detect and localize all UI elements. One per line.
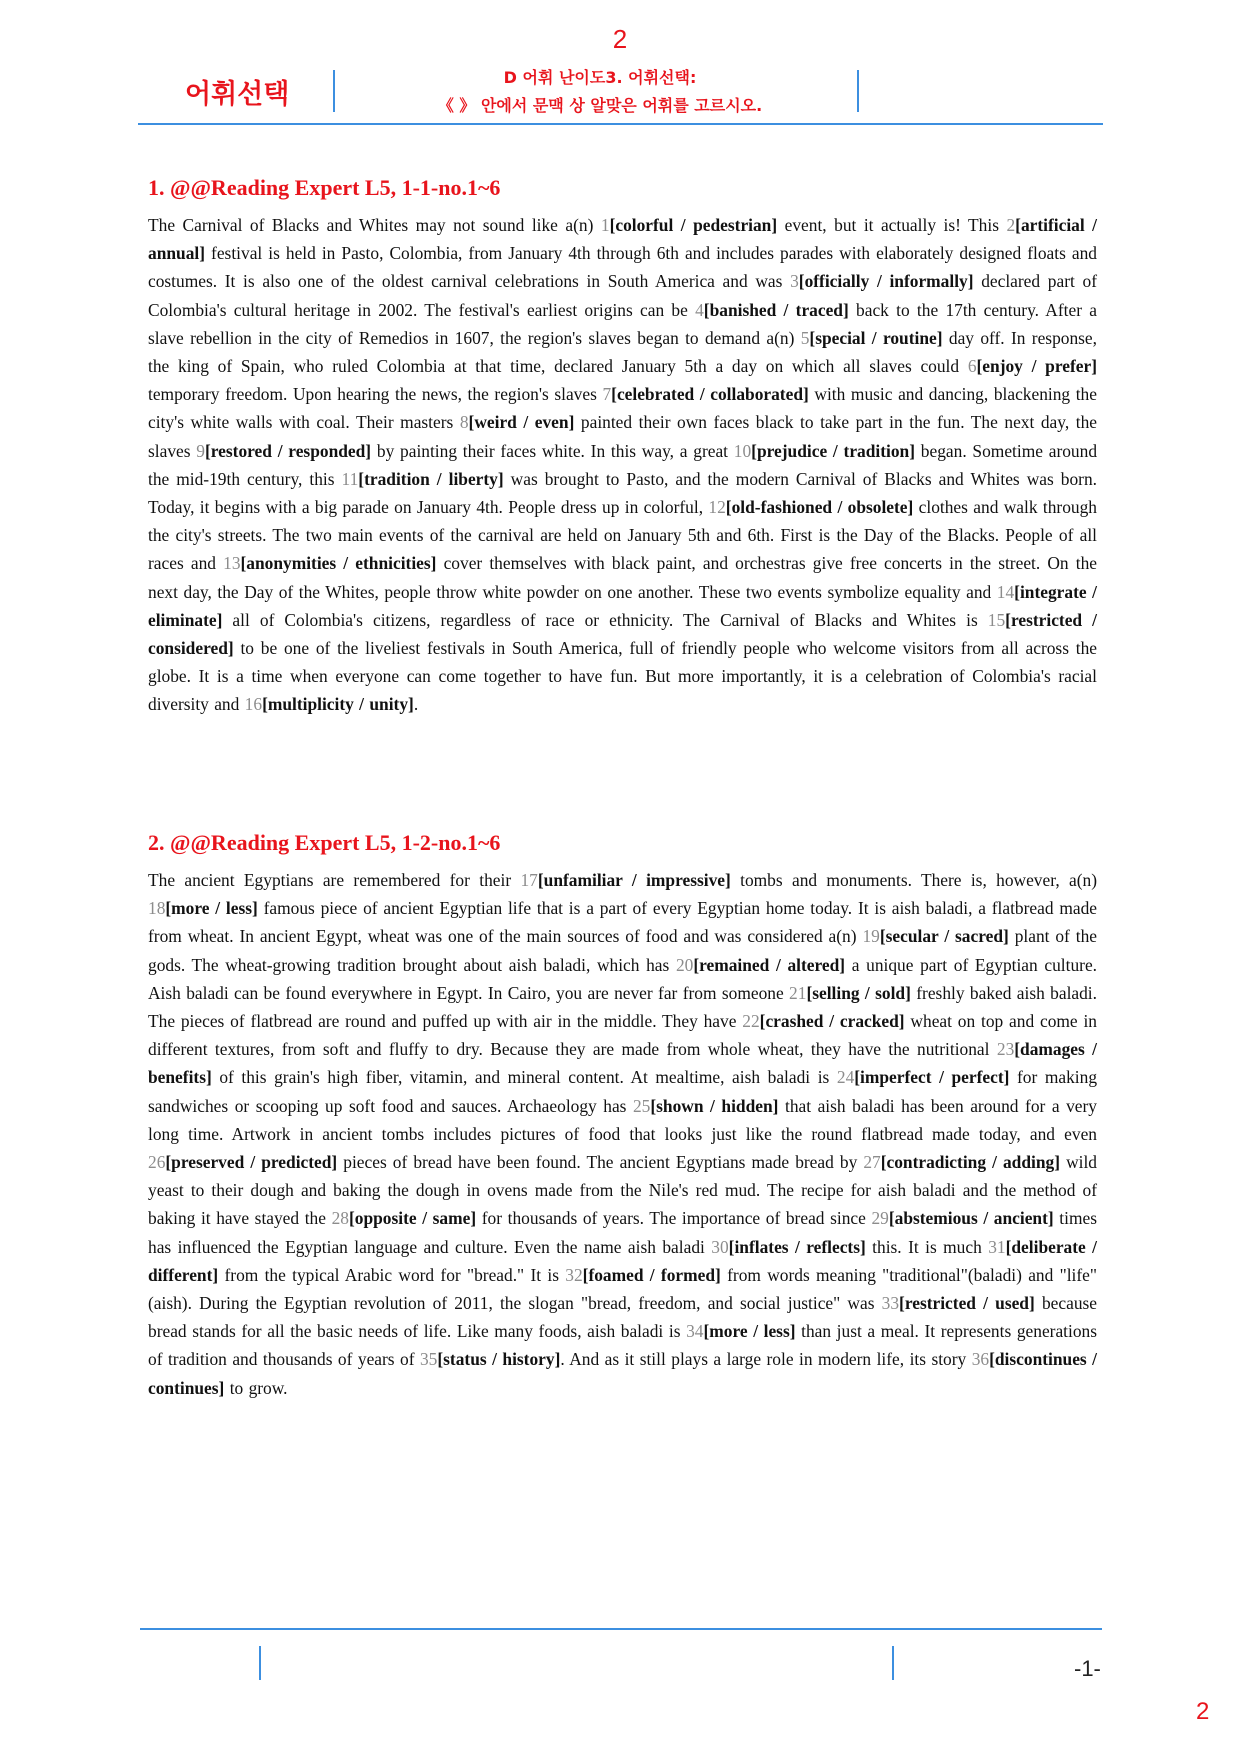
passage-text: to be one of the liveliest festivals in South America, full of friendly people who welcome visitors from all across the globe. It is a time when everyone can come together to have fun. But more importantly, it is a celebration of Colombia's racial diversity and: [148, 638, 1097, 715]
question-number: 9: [196, 440, 205, 461]
passage-text: for thousands of years. The importance of bread since: [476, 1208, 872, 1229]
choice-options: [colorful / pedestrian]: [609, 215, 778, 235]
passage-text: .: [413, 694, 419, 715]
vocab-choice: [460, 412, 575, 432]
passage-text: from the typical Arabic word for "bread." It is: [218, 1264, 566, 1285]
passage-text: this. It is much: [865, 1236, 989, 1257]
question-number: 35: [419, 1349, 438, 1370]
question-number: 13: [223, 553, 241, 574]
passage-text: back to the 17th century. After a slave rebellion in the city of Remedios in 1607, the region's slaves began to demand a(n): [148, 299, 1097, 348]
page-marker-top: 2: [612, 24, 628, 54]
instruction-line-1: D 어휘 난이도3. 어휘선택:: [503, 68, 697, 87]
footer-rule: [140, 1628, 1102, 1630]
choice-options: [damages / benefits]: [148, 1039, 1098, 1088]
choice-options: [celebrated / collaborated]: [611, 384, 809, 405]
passage-text: than just a meal. It represents generations of tradition and thousands of years of: [148, 1321, 1097, 1370]
vocab-choice: [708, 497, 913, 517]
vocab-choice: [882, 1293, 1035, 1313]
vocab-choice: [223, 553, 436, 573]
passage-text: declared part of Colombia's cultural heritage in 2002. The festival's earliest origins can be: [148, 271, 1097, 320]
passage-text: The Carnival of Blacks and Whites may not sound like a(n): [148, 215, 601, 235]
question-number: 10: [733, 440, 752, 461]
passage-text: plant of the gods. The wheat-growing tradition brought about aish baladi, which has: [148, 926, 1097, 975]
vocab-choice: [837, 1067, 1010, 1087]
passage-text: because bread stands for all the basic needs of life. Like many foods, aish baladi is: [148, 1293, 1097, 1342]
question-number: 24: [836, 1067, 855, 1088]
passage-text: event, but it actually is! This: [777, 215, 1007, 235]
vocab-choice: [148, 898, 258, 918]
vocab-choice: [742, 1011, 904, 1031]
choice-options: [status / history]: [437, 1349, 561, 1370]
passage: [148, 866, 1097, 1402]
question-number: 5: [800, 327, 810, 348]
header-rule: [138, 123, 1103, 125]
question-number: 2: [1006, 215, 1016, 235]
question-number: 36: [971, 1349, 990, 1370]
vocab-choice: [565, 1265, 721, 1285]
question-number: 27: [863, 1152, 881, 1173]
choice-options: [preserved / predicted]: [165, 1152, 338, 1173]
header-divider-right: [857, 70, 859, 112]
vocab-choice: [789, 983, 911, 1003]
question-number: 1: [600, 215, 610, 235]
question-number: 29: [871, 1208, 889, 1229]
question-number: 19: [862, 926, 880, 947]
choice-options: [discontinues / continues]: [148, 1349, 1097, 1398]
choice-options: [special / routine]: [809, 327, 943, 348]
vocab-choice: [871, 1208, 1053, 1228]
passage-text: tombs and monuments. There is, however, a(n): [730, 870, 1098, 890]
question-number: 22: [742, 1011, 760, 1032]
question-number: 16: [244, 694, 263, 715]
section-title: 2. @@Reading Expert L5, 1-2-no.1~6: [148, 830, 501, 855]
choice-options: [opposite / same]: [348, 1208, 477, 1229]
question-number: 7: [602, 384, 612, 405]
choice-options: [more / less]: [165, 898, 258, 919]
vocab-choice: [633, 1096, 778, 1116]
question-number: 23: [996, 1039, 1015, 1060]
question-number: 25: [632, 1095, 651, 1116]
footer-divider-left: [259, 1646, 261, 1680]
choice-options: [secular / sacred]: [879, 926, 1009, 947]
corner-page-number: 2: [1196, 1698, 1210, 1725]
question-number: 6: [967, 356, 977, 377]
vocab-choice: [801, 328, 943, 348]
header-divider-left: [333, 70, 335, 112]
vocab-choice: [968, 356, 1097, 376]
passage-text: day off. In response, the king of Spain, who ruled Colombia at that time, declared January 5th a day on which all slaves could: [148, 327, 1097, 377]
question-number: 33: [881, 1293, 900, 1314]
choice-options: [multiplicity / unity]: [262, 694, 414, 715]
choice-options: [anonymities / ethnicities]: [240, 553, 437, 574]
passage-text: was brought to Pasto, and the modern Carnival of Blacks and Whites was born. Today, it begins with a big parade on January 4th. People dress up in colorful,: [148, 468, 1097, 518]
passage-text: . And as it still plays a large role in modern life, its story: [560, 1349, 972, 1370]
vocab-choice: [148, 1152, 337, 1172]
vocab-choice: [695, 300, 849, 320]
passage-text: times has influenced the Egyptian language and culture. Even the name aish baladi: [148, 1208, 1097, 1257]
vocab-choice: [196, 441, 371, 461]
passage-text: freshly baked aish baladi. The pieces of flatbread are round and puffed up with air in the middle. They have: [148, 982, 1097, 1032]
choice-options: [foamed / formed]: [582, 1264, 721, 1285]
vocab-choice: [686, 1321, 795, 1341]
passage-text: of this grain's high fiber, vitamin, and mineral content. At mealtime, aish baladi is: [211, 1067, 837, 1088]
choice-options: [integrate / eliminate]: [148, 581, 1097, 630]
choice-options: [deliberate / different]: [148, 1236, 1098, 1285]
passage-text: that aish baladi has been around for a very long time. Artwork in ancient tombs includes pictures of food that looks just like the round flatbread made today, and even: [148, 1095, 1097, 1144]
passage-text: by painting their faces white. In this way, a great: [371, 440, 734, 461]
passage-text: all of Colombia's citizens, regardless of race or ethnicity. The Carnival of Blacks and Whites is: [222, 609, 988, 630]
choice-options: [inflates / reflects]: [728, 1236, 866, 1257]
choice-options: [contradicting / adding]: [880, 1152, 1061, 1173]
vocab-choice: [520, 870, 730, 890]
question-number: 8: [459, 412, 469, 433]
vocab-choice: [420, 1349, 560, 1369]
passage-text: pieces of bread have been found. The ancient Egyptians made bread by: [337, 1152, 864, 1173]
passage-text: a unique part of Egyptian culture. Aish baladi can be found everywhere in Egypt. In Cairo, you are never far from someone: [148, 954, 1098, 1003]
choice-options: [restricted / used]: [899, 1293, 1035, 1314]
footer-divider-right: [892, 1646, 894, 1680]
choice-options: [remained / altered]: [693, 954, 846, 975]
passage-text: cover themselves with black paint, and orchestras give free concerts in the street. On the next day, the Day of the Whites, people throw white powder on one another. These two events symbolize equality and: [148, 553, 1098, 602]
passage-text: famous piece of ancient Egyptian life that is a part of every Egyptian home today. It is aish baladi, a flatbread made from wheat. In ancient Egypt, wheat was one of the main sources of food and was considered a(n): [148, 898, 1097, 947]
choice-options: [old-fashioned / obsolete]: [725, 497, 914, 518]
question-number: 32: [565, 1264, 583, 1285]
passage-text: from words meaning "traditional"(baladi) and "life" (aish). During the Egyptian revolution of 2011, the slogan "bread, freedom, and social justice" was: [148, 1264, 1097, 1314]
question-number: 20: [675, 954, 694, 975]
choice-options: [crashed / cracked]: [759, 1011, 905, 1032]
question-number: 21: [789, 982, 807, 1003]
vocab-choice: [602, 384, 808, 404]
passage-text: temporary freedom. Upon hearing the news, the region's slaves: [148, 384, 603, 405]
vocab-choice: [790, 271, 973, 291]
choice-options: [prejudice / tradition]: [751, 440, 916, 461]
question-number: 4: [695, 299, 704, 320]
question-number: 14: [996, 581, 1015, 602]
vocab-choice: [332, 1208, 477, 1228]
passage-text: painted their own faces black to take part in the fun. The next day, the slaves: [148, 412, 1097, 461]
page-number: -1-: [1074, 1656, 1101, 1681]
choice-options: [selling / sold]: [806, 982, 911, 1003]
choice-options: [shown / hidden]: [650, 1095, 779, 1116]
choice-options: [unfamiliar / impressive]: [537, 870, 731, 890]
header-title: 어휘선택: [185, 79, 290, 110]
vocab-choice: [863, 1152, 1060, 1172]
vocab-choice: [711, 1237, 865, 1257]
vocab-choice: [342, 469, 504, 489]
question-number: 31: [988, 1236, 1006, 1257]
choice-options: [more / less]: [703, 1321, 796, 1342]
passage-text: wild yeast to their dough and baking the dough in ovens made from the Nile's red mud. The recipe for aish baladi and the method of baking it have stayed the: [148, 1152, 1097, 1229]
choice-options: [artificial / annual]: [148, 215, 1097, 264]
section-1: [148, 175, 1097, 719]
passage: [148, 211, 1097, 719]
instruction-line-2: 《 》 안에서 문맥 상 알맞은 어휘를 고르시오.: [437, 96, 763, 115]
choice-options: [imperfect / perfect]: [854, 1067, 1010, 1088]
choice-options: [restricted / considered]: [148, 609, 1097, 659]
choice-options: [banished / traced]: [703, 299, 849, 320]
section-2: [148, 830, 1097, 1402]
question-number: 28: [331, 1208, 349, 1229]
passage-text: with music and dancing, blackening the city's white walls with coal. Their masters: [148, 384, 1097, 433]
vocab-choice: [245, 694, 414, 714]
passage-text: began. Sometime around the mid-19th century, this: [148, 440, 1098, 489]
header-instruction: [340, 64, 860, 120]
question-number: 30: [711, 1236, 729, 1257]
passage-text: The ancient Egyptians are remembered for their: [148, 870, 521, 890]
choice-options: [weird / even]: [468, 412, 575, 433]
choice-options: [tradition / liberty]: [358, 468, 504, 489]
question-number: 12: [708, 497, 726, 518]
passage-text: festival is held in Pasto, Colombia, from January 4th through 6th and includes parades with elaborately designed floats and costumes. It is also one of the oldest carnival celebrations in South America and was: [148, 243, 1097, 292]
section-title: 1. @@Reading Expert L5, 1-1-no.1~6: [148, 175, 501, 200]
passage-text: wheat on top and come in different textures, from soft and fluffy to dry. Because they are made from whole wheat, they have the nutritional: [148, 1011, 1097, 1060]
question-number: 17: [520, 870, 538, 890]
passage-text: to grow.: [224, 1377, 288, 1398]
choice-options: [restored / responded]: [204, 440, 372, 461]
vocab-choice: [734, 441, 915, 461]
choice-options: [enjoy / prefer]: [976, 356, 1097, 377]
vocab-choice: [601, 215, 777, 235]
vocab-choice: [862, 926, 1008, 946]
question-number: 34: [686, 1321, 704, 1342]
passage-text: clothes and walk through the city's streets. The two main events of the carnival are held on January 5th and 6th. First is the Day of the Blacks. People of all races and: [148, 497, 1097, 574]
vocab-choice: [676, 955, 845, 975]
choice-options: [abstemious / ancient]: [888, 1208, 1054, 1229]
passage-text: for making sandwiches or scooping up soft food and sauces. Archaeology has: [148, 1067, 1098, 1116]
question-number: 15: [987, 609, 1006, 630]
choice-options: [officially / informally]: [798, 271, 974, 292]
question-number: 3: [790, 271, 799, 292]
question-number: 26: [148, 1152, 166, 1173]
question-number: 11: [341, 468, 359, 489]
question-number: 18: [148, 898, 166, 919]
